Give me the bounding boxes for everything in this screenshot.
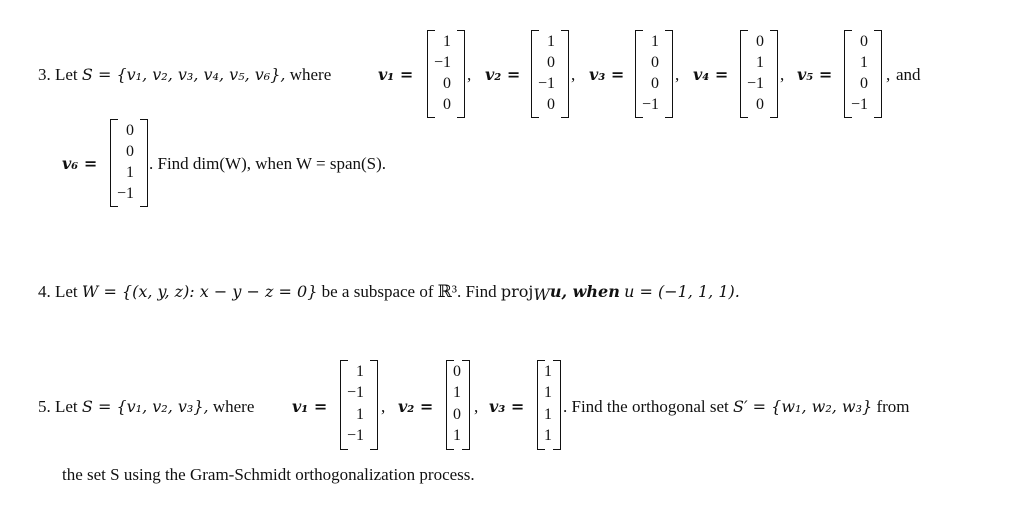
problem-5-vector-v2 [446, 360, 470, 450]
v4-entry: 0 [756, 33, 764, 50]
problem-5-number: 5. Let [38, 397, 78, 416]
comma: , [675, 65, 680, 84]
v5-entry: −1 [850, 96, 868, 113]
v2-entry: 1 [453, 427, 461, 444]
v2-entry: 0 [453, 363, 461, 380]
v3-entry: 0 [651, 54, 659, 71]
comma: , [886, 65, 891, 84]
problem-3-vector-v3 [635, 30, 673, 118]
v5-entry: 1 [860, 54, 868, 71]
problem-5-orthogonal-set: S′ = {w₁, w₂, w₃} [732, 397, 873, 416]
problem-4-proj-u: u, when [549, 282, 620, 301]
v3-entry: 0 [651, 75, 659, 92]
v2-entry: 1 [547, 33, 555, 50]
v1-entry: −1 [346, 384, 364, 401]
problem-3-set-definition: S = {v₁, v₂, v₃, v₄, v₅, v₆}, [81, 65, 286, 84]
v3-entry: −1 [641, 96, 659, 113]
problem-3-v2-label: v₂ = [485, 65, 521, 84]
proj-subscript: W [533, 285, 550, 304]
problem-4-line [38, 282, 740, 304]
v1-entry: −1 [433, 54, 451, 71]
problem-4-proj [500, 282, 550, 304]
v1-entry: 1 [356, 363, 364, 380]
problem-5-set-definition: S = {v₁, v₂, v₃}, [81, 397, 209, 416]
problem-4-number: 4. Let [38, 282, 78, 301]
problem-3-v3-label: v₃ = [589, 65, 625, 84]
v1-entry: 0 [443, 75, 451, 92]
v6-entry: −1 [116, 185, 134, 202]
problem-5-vector-v3 [537, 360, 561, 450]
problem-4-mid-text: be a subspace of ℝ³. Find [321, 282, 497, 301]
v2-entry: 1 [453, 384, 461, 401]
problem-5-line-1 [38, 397, 254, 417]
problem-3-where: where [289, 65, 332, 84]
v1-entry: 1 [356, 406, 364, 423]
problem-3-v4-label: v₄ = [693, 65, 729, 84]
v4-entry: 1 [756, 54, 764, 71]
v4-entry: −1 [746, 75, 764, 92]
comma: , [780, 65, 785, 84]
comma: , [474, 397, 479, 416]
problem-5-find-text: . Find the orthogonal set [563, 397, 729, 416]
v6-entry: 0 [126, 143, 134, 160]
problem-5-v3-label: v₃ = [489, 397, 525, 416]
problem-3-v5-label: v₅ = [797, 65, 833, 84]
v4-entry: 0 [756, 96, 764, 113]
problem-3-vector-v1 [427, 30, 465, 118]
comma: , [381, 397, 386, 416]
problem-5-from: from [876, 397, 910, 416]
comma: , [571, 65, 576, 84]
v1-entry: −1 [346, 427, 364, 444]
problem-5-line-2: the set S using the Gram-Schmidt orthogonalization process. [62, 465, 475, 484]
v5-entry: 0 [860, 75, 868, 92]
proj-word: proj [500, 282, 534, 301]
v3-entry: 1 [544, 384, 552, 401]
problem-4-u-definition: u = (−1, 1, 1). [624, 282, 740, 301]
problem-3-question: . Find dim(W), when W = span(S). [149, 154, 387, 173]
problem-3-number: 3. Let [38, 65, 78, 84]
v6-entry: 0 [126, 122, 134, 139]
problem-3-vector-v5 [844, 30, 882, 118]
v1-entry: 0 [443, 96, 451, 113]
comma: , [467, 65, 472, 84]
v3-entry: 1 [651, 33, 659, 50]
problem-3-v1-label: v₁ = [378, 65, 414, 84]
problem-5-v2-label: v₂ = [398, 397, 434, 416]
v3-entry: 1 [544, 427, 552, 444]
problem-5-line-1-tail [563, 397, 909, 417]
v3-entry: 1 [544, 363, 552, 380]
v2-entry: 0 [453, 406, 461, 423]
problem-4-subspace-definition: W = {(x, y, z): x − y − z = 0} [81, 282, 318, 301]
v2-entry: 0 [547, 96, 555, 113]
v6-entry: 1 [126, 164, 134, 181]
problem-3-vector-v6 [110, 119, 148, 207]
problem-3-v6-label: v₆ = [62, 154, 98, 173]
problem-3-line-1 [38, 65, 331, 85]
problem-3-vector-v4 [740, 30, 778, 118]
problem-5-v1-label: v₁ = [292, 397, 328, 416]
problem-5-where: where [212, 397, 255, 416]
problem-3-vector-v2 [531, 30, 569, 118]
v2-entry: 0 [547, 54, 555, 71]
v1-entry: 1 [443, 33, 451, 50]
v2-entry: −1 [537, 75, 555, 92]
v3-entry: 1 [544, 406, 552, 423]
problem-3-and: and [896, 65, 921, 84]
v5-entry: 0 [860, 33, 868, 50]
problem-5-vector-v1 [340, 360, 378, 450]
